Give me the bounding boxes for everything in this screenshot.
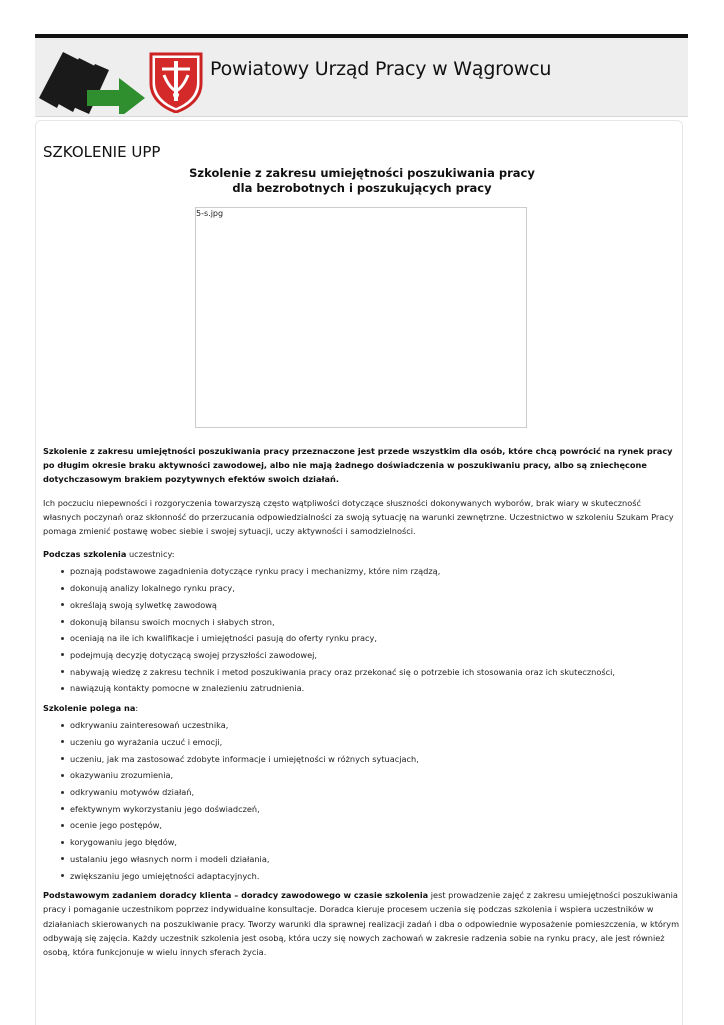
advisor-paragraph <box>43 888 680 959</box>
site-header <box>35 38 688 117</box>
site-title[interactable]: Powiatowy Urząd Pracy w Wągrowcu <box>210 58 552 80</box>
list-item: odkrywaniu zainteresowań uczestnika, <box>70 717 680 734</box>
subtitle-line-1: Szkolenie z zakresu umiejętności poszukiwania pracy <box>189 166 535 180</box>
article-image <box>195 207 527 428</box>
list-item: odkrywaniu motywów działań, <box>70 784 680 801</box>
advisor-paragraph-bold: Podstawowym zadaniem doradcy klienta – doradcy zawodowego w czasie szkolenia <box>43 890 429 901</box>
list-item: dokonują bilansu swoich mocnych i słabych stron, <box>70 614 680 631</box>
list-item: zwiększaniu jego umiejętności adaptacyjnych. <box>70 868 680 885</box>
list-item: nawiązują kontakty pomocne w znalezieniu zatrudnienia. <box>70 680 680 697</box>
during-list <box>43 563 680 697</box>
context-paragraph: Ich poczuciu niepewności i rozgoryczenia towarzyszą często wątpliwości dotyczące słuszności dokonywanych wyborów, brak wiary w skuteczność własnych poczynań oraz skłonność do przerzucania odpowiedzialności za swoją sytuację na warunki zewnętrzne. Uczestnictwo w szkoleniu Szukam Pracy pomaga zmienić postawę wobec siebie i swojej sytuacji, uczy aktywności i samodzielności. <box>43 497 674 537</box>
list-item: poznają podstawowe zagadnienia dotyczące rynku pracy i mechanizmy, które nim rządzą, <box>70 563 680 580</box>
image-alt-text: 5-s.jpg <box>196 209 224 218</box>
list-item: oceniają na ile ich kwalifikacje i umiejętności pasują do oferty rynku pracy, <box>70 630 680 647</box>
advisor-paragraph-rest: jest prowadzenie zajęć z zakresu umiejętności poszukiwania pracy i pomaganie uczestnikom poprzez indywidualne konsultacje. Doradca kieruje procesem uczenia się podczas szkolenia i wspiera uczestników w działaniach skierowanych na poszukiwanie pracy. Tworzy warunki dla sprawnej realizacji zadań i dba o odpowiednie wyposażenie pomieszczenia, w którym odbywają się zajęcia. Każdy uczestnik szkolenia jest osobą, która uczy się nowych zachowań w zakresie radzenia sobie na rynku pracy, ale jest również osobą, która funkcjonuje w wielu innych sferach życia. <box>43 890 680 958</box>
during-label-rest: uczestnicy: <box>126 549 175 560</box>
relies-list <box>43 717 680 884</box>
list-item: ocenie jego postępów, <box>70 817 680 834</box>
page-heading: SZKOLENIE UPP <box>43 143 161 161</box>
list-item: określają swoją sylwetkę zawodową <box>70 597 680 614</box>
list-item: ustalaniu jego własnych norm i modeli działania, <box>70 851 680 868</box>
subtitle-line-2: dla bezrobotnych i poszukujących pracy <box>232 181 492 195</box>
list-item: efektywnym wykorzystaniu jego doświadczeń, <box>70 801 680 818</box>
list-item: uczeniu go wyrażania uczuć i emocji, <box>70 734 680 751</box>
during-label <box>43 547 680 561</box>
intro-paragraph: Szkolenie z zakresu umiejętności poszukiwania pracy przeznaczone jest przede wszystkim dla osób, które chcą powrócić na rynek pracy po długim okresie braku aktywności zawodowej, albo nie mają żadnego doświadczenia w poszukiwaniu pracy, albo są zniechęcone dotychczasowym brakiem pozytywnych efektów swoich działań. <box>43 446 673 485</box>
coat-of-arms-icon[interactable] <box>148 51 204 113</box>
list-item: uczeniu, jak ma zastosować zdobyte informacje i umiejętności w różnych sytuacjach, <box>70 751 680 768</box>
during-label-bold: Podczas szkolenia <box>43 549 127 560</box>
list-item: korygowaniu jego błędów, <box>70 834 680 851</box>
list-item: nabywają wiedzę z zakresu technik i metod poszukiwania pracy oraz przekonać się o potrzebie ich stosowania oraz ich skuteczności, <box>70 664 680 681</box>
relies-label <box>43 701 680 715</box>
list-item: podejmują decyzję dotyczącą swojej przyszłości zawodowej, <box>70 647 680 664</box>
article-subtitle <box>0 166 724 196</box>
relies-label-bold: Szkolenie polega na <box>43 703 136 714</box>
list-item: dokonują analizy lokalnego rynku pracy, <box>70 580 680 597</box>
logo-arrows-icon[interactable] <box>37 50 147 114</box>
list-item: okazywaniu zrozumienia, <box>70 767 680 784</box>
relies-label-rest: : <box>135 703 139 714</box>
article-body <box>43 444 680 968</box>
